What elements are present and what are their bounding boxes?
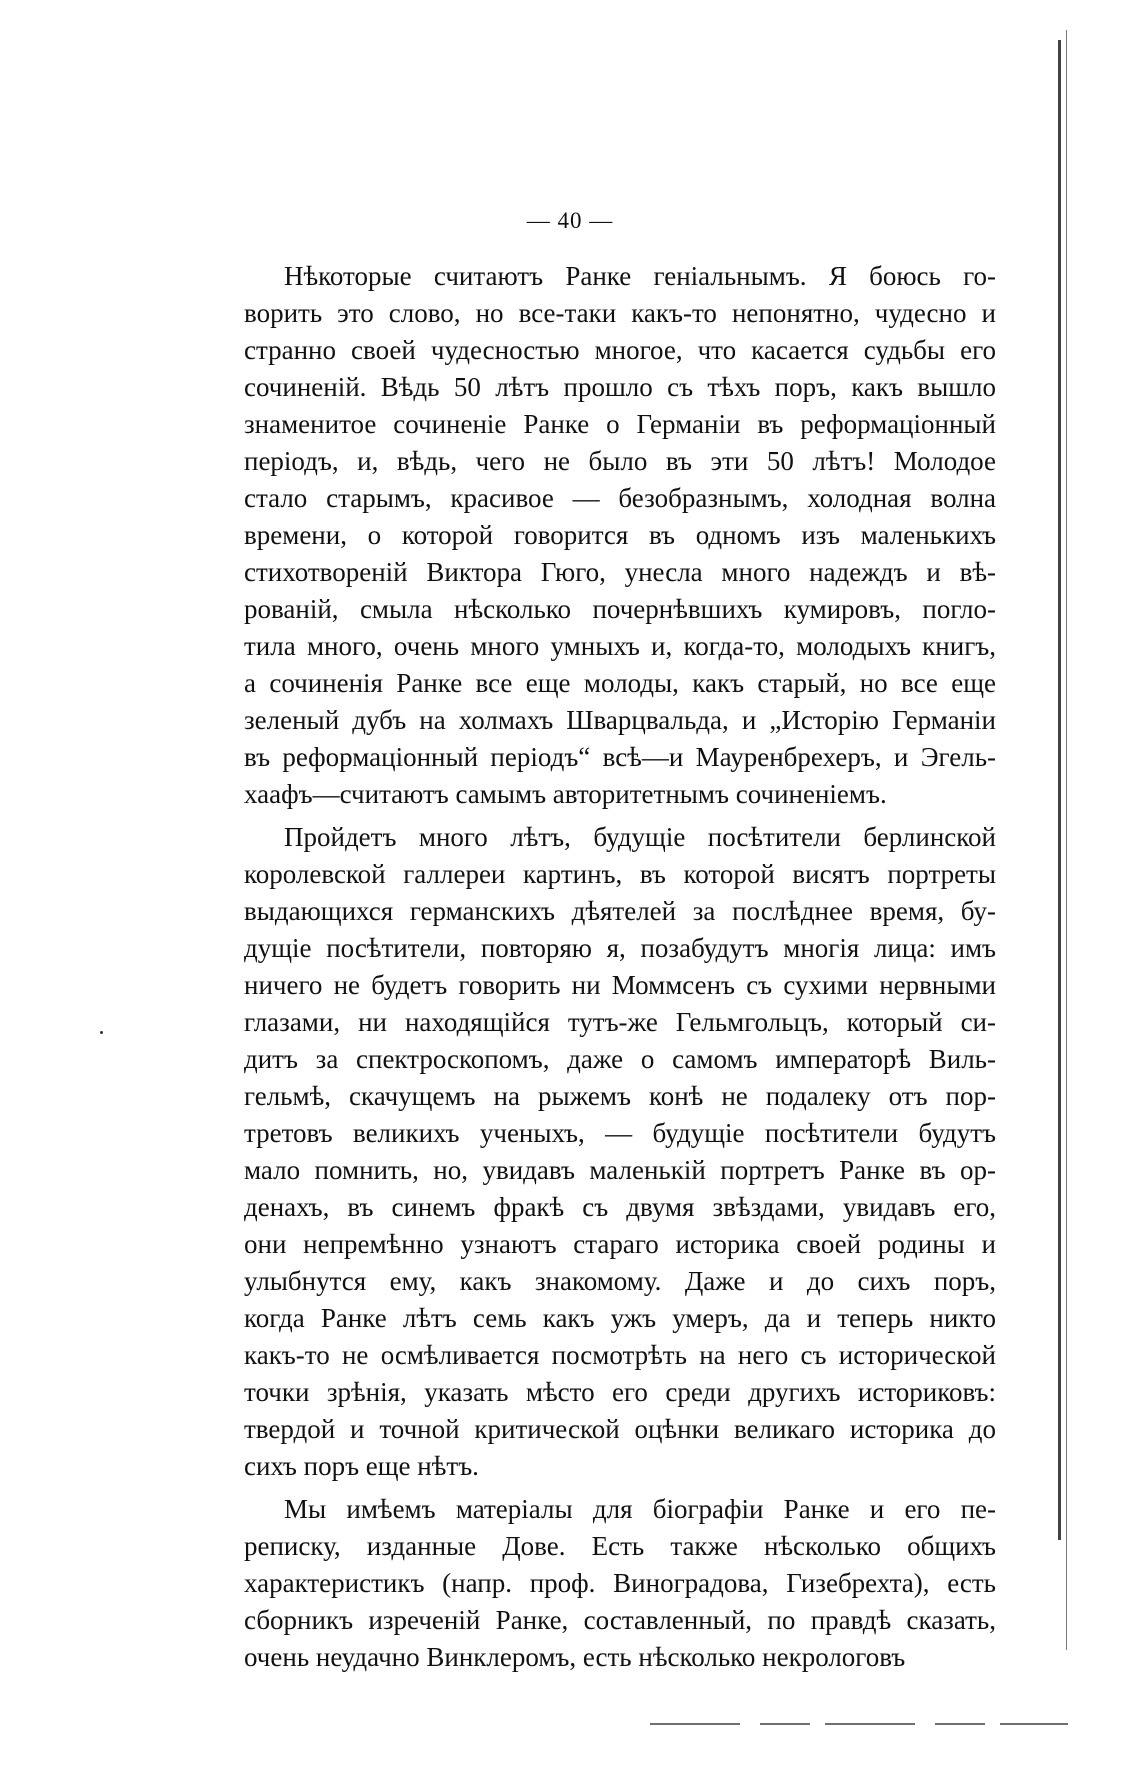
text-line: сборникъ изреченій Ранке, составленный, по правдѣ сказать, bbox=[244, 1605, 996, 1635]
paragraph bbox=[244, 819, 996, 1485]
text-line: они непремѣнно узнаютъ стараго историка своей родины и bbox=[244, 1229, 996, 1259]
text-line: Мы имѣемъ матеріалы для біографіи Ранке и его пе- bbox=[284, 1494, 996, 1524]
text-line: королевской галлереи картинъ, въ которой висятъ портреты bbox=[244, 859, 996, 889]
text-line: глазами, ни находящійся тутъ-же Гельмгольцъ, который си- bbox=[244, 1007, 996, 1037]
paragraph bbox=[244, 258, 996, 813]
text-line: хаафъ—считаютъ самымъ авторитетнымъ сочиненіемъ. bbox=[244, 779, 887, 809]
scan-edge-line-thin bbox=[1066, 30, 1067, 1650]
text-line: выдающихся германскихъ дѣятелей за послѣднее время, бу- bbox=[244, 896, 996, 926]
text-line: очень неудачно Винклеромъ, есть нѣсколько некрологовъ bbox=[244, 1642, 906, 1672]
text-line: гельмѣ, скачущемъ на рыжемъ конѣ не подалеку отъ пор- bbox=[244, 1081, 996, 1111]
text-line: сихъ поръ еще нѣтъ. bbox=[244, 1451, 479, 1481]
text-line: характеристикъ (напр. проф. Виноградова, Гизебрехта), есть bbox=[244, 1568, 996, 1598]
text-line: ворить это слово, но все-таки какъ-то непонятно, чудесно и bbox=[244, 298, 996, 328]
text-line: третовъ великихъ ученыхъ, — будущіе посѣтители будутъ bbox=[244, 1118, 996, 1148]
text-line: мало помнить, но, увидавъ маленькій портретъ Ранке въ ор- bbox=[244, 1155, 996, 1185]
text-line: рованій, смыла нѣсколько почернѣвшихъ кумировъ, погло- bbox=[244, 594, 996, 624]
text-line: точки зрѣнія, указать мѣсто его среди другихъ историковъ: bbox=[244, 1377, 996, 1407]
text-line: времени, о которой говорится въ одномъ изъ маленькихъ bbox=[244, 520, 996, 550]
scan-bottom-line bbox=[650, 1723, 1068, 1725]
text-line: странно своей чудесностью многое, что касается судьбы его bbox=[244, 335, 996, 365]
text-line: стало старымъ, красивое — безобразнымъ, холодная волна bbox=[244, 483, 996, 513]
text-line: когда Ранке лѣтъ семь какъ ужъ умеръ, да и теперь никто bbox=[244, 1303, 996, 1333]
text-line: знаменитое сочиненіе Ранке о Германіи въ реформаціонный bbox=[244, 409, 996, 439]
scan-speck bbox=[100, 1031, 103, 1034]
text-line: сочиненій. Вѣдь 50 лѣтъ прошло съ тѣхъ поръ, какъ вышло bbox=[244, 372, 996, 402]
text-line: ничего не будетъ говорить ни Моммсенъ съ сухими нервными bbox=[244, 970, 996, 1000]
scan-edge-line bbox=[1058, 40, 1061, 1540]
text-line: тила много, очень много умныхъ и, когда-то, молодыхъ книгъ, bbox=[244, 631, 996, 661]
text-line: стихотвореній Виктора Гюго, унесла много надеждъ и вѣ- bbox=[244, 557, 996, 587]
text-line: дущіе посѣтители, повторяю я, позабудутъ многія лица: имъ bbox=[244, 933, 996, 963]
text-line: зеленый дубъ на холмахъ Шварцвальда, и „Исторію Германіи bbox=[244, 705, 996, 735]
text-line: денахъ, въ синемъ фракѣ съ двумя звѣздами, увидавъ его, bbox=[244, 1192, 996, 1222]
text-line: а сочиненія Ранке все еще молоды, какъ старый, но все еще bbox=[244, 668, 996, 698]
text-line: улыбнутся ему, какъ знакомому. Даже и до сихъ поръ, bbox=[244, 1266, 996, 1296]
text-line: въ реформаціонный періодъ“ всѣ—и Мауренбрехеръ, и Эгель- bbox=[244, 742, 996, 772]
text-line: Нѣкоторые считаютъ Ранке геніальнымъ. Я боюсь го- bbox=[284, 261, 996, 291]
text-line: дитъ за спектроскопомъ, даже о самомъ императорѣ Виль- bbox=[244, 1044, 996, 1074]
text-line: какъ-то не осмѣливается посмотрѣть на него съ исторической bbox=[244, 1340, 996, 1370]
body-text bbox=[244, 258, 996, 1676]
text-line: реписку, изданные Дове. Есть также нѣсколько общихъ bbox=[244, 1531, 996, 1561]
page-number: — 40 — bbox=[526, 208, 614, 233]
text-line: твердой и точной критической оцѣнки великаго историка до bbox=[244, 1414, 996, 1444]
text-line: Пройдетъ много лѣтъ, будущіе посѣтители берлинской bbox=[284, 822, 996, 852]
text-line: періодъ, и, вѣдь, чего не было въ эти 50 лѣтъ! Молодое bbox=[244, 446, 996, 476]
paragraph bbox=[244, 1491, 996, 1676]
